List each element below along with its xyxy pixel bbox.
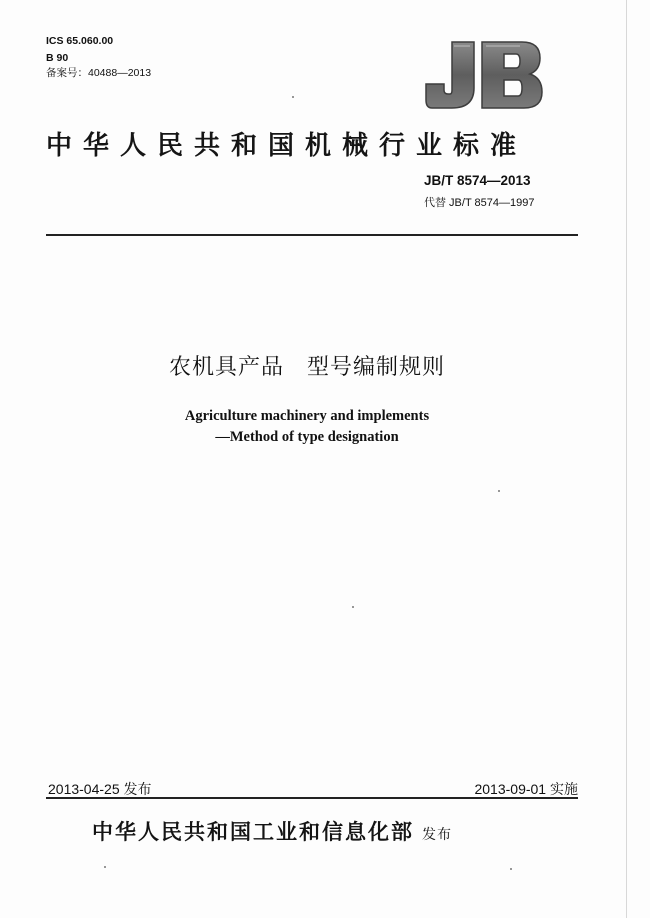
replaces-standard: 代替 JB/T 8574—1997 bbox=[424, 197, 535, 209]
document-title-english-line2: —Method of type designation bbox=[215, 429, 399, 445]
record-number: 备案号：40488—2013 bbox=[46, 67, 152, 79]
header-divider bbox=[46, 234, 578, 236]
scan-speck bbox=[292, 96, 294, 98]
standard-number: JB/T 8574—2013 bbox=[424, 173, 531, 188]
scan-speck bbox=[104, 866, 106, 868]
jb-logo bbox=[424, 40, 544, 110]
document-title-english-line1: Agriculture machinery and implements bbox=[184, 408, 430, 424]
publisher-line bbox=[92, 816, 452, 846]
scan-speck bbox=[510, 868, 512, 870]
scan-speck bbox=[352, 606, 354, 608]
ics-code: ICS 65.060.00 bbox=[46, 35, 114, 47]
scan-speck bbox=[498, 490, 500, 492]
implementation-date: 2013-09-01 实施 bbox=[474, 781, 578, 797]
scan-page-edge bbox=[626, 0, 627, 918]
footer-divider bbox=[46, 797, 578, 799]
publisher-organization: 中华人民共和国工业和信息化部 bbox=[92, 820, 414, 844]
publisher-action: 发布 bbox=[422, 827, 452, 843]
document-title-chinese: 农机具产品 型号编制规则 bbox=[168, 355, 445, 380]
issue-date: 2013-04-25 发布 bbox=[48, 781, 152, 797]
standard-category-title: 中华人民共和国机械行业标准 bbox=[46, 131, 528, 161]
ccs-code: B 90 bbox=[46, 52, 69, 64]
